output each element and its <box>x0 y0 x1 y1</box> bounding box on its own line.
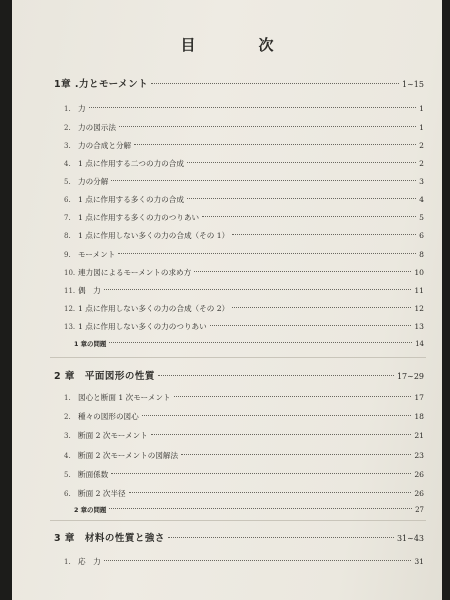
section-page: 17 <box>414 393 424 402</box>
section-page: 2 <box>419 141 424 150</box>
toc-entry[interactable] <box>64 212 424 223</box>
leader-dots <box>174 396 412 397</box>
section-title: 1 点に作用しない多くの力の合成（その 2） <box>78 304 230 313</box>
section-page: 5 <box>419 213 424 222</box>
leader-dots <box>104 560 412 561</box>
section-number: 13. <box>64 323 76 331</box>
leader-dots <box>158 375 394 376</box>
section-number: 2. <box>64 413 71 421</box>
toc-entry[interactable] <box>64 267 424 278</box>
chapter-3-heading[interactable] <box>54 530 424 544</box>
leader-dots <box>194 271 411 272</box>
section-number: 1. <box>64 105 71 113</box>
page-title: 目 次 <box>180 36 298 54</box>
section-title: 種々の図形の図心 <box>78 412 139 421</box>
section-number: 3. <box>64 142 71 150</box>
section-page: 31 <box>414 557 424 566</box>
section-title: 1 点に作用しない多くの力のつりあい <box>78 322 207 331</box>
chapter-label: 3 章 材料の性質と強さ <box>54 533 165 544</box>
leader-dots <box>168 537 394 538</box>
leader-dots <box>129 492 412 493</box>
section-title: 1 点に作用する二つの力の合成 <box>78 159 184 168</box>
section-number: 4. <box>64 452 71 460</box>
section-page: 2 <box>419 159 424 168</box>
section-title: 応 力 <box>78 557 101 566</box>
section-title: 1 点に作用する多くの力のつりあい <box>78 213 200 222</box>
section-title: 力の図示法 <box>78 123 116 132</box>
section-page: 1 <box>419 123 424 132</box>
section-title: 図心と断面 1 次モーメント <box>78 393 171 402</box>
chapter-problems[interactable] <box>74 339 424 348</box>
chapter-1-heading[interactable] <box>54 76 424 90</box>
section-number: 11. <box>64 287 76 295</box>
section-title: 力の合成と分解 <box>78 141 132 150</box>
leader-dots <box>111 473 411 474</box>
chapter-problems[interactable] <box>74 505 424 514</box>
section-page: 10 <box>414 268 424 277</box>
section-number: 2. <box>64 124 71 132</box>
toc-entry[interactable] <box>64 176 424 187</box>
problems-page: 14 <box>415 340 424 348</box>
toc-entry[interactable] <box>64 392 424 403</box>
section-number: 10. <box>64 269 76 277</box>
section-page: 13 <box>414 322 424 331</box>
section-title: 力 <box>78 104 86 113</box>
toc-entry[interactable] <box>64 450 424 461</box>
section-title: 断面 2 次モーメント <box>78 431 148 440</box>
problems-label: 2 章の問題 <box>74 506 107 514</box>
toc-entry[interactable] <box>64 103 424 114</box>
problems-label: 1 章の問題 <box>74 340 107 348</box>
section-divider <box>50 357 426 358</box>
section-title: 1 点に作用しない多くの力の合成（その 1） <box>78 231 230 240</box>
leader-dots <box>109 508 412 509</box>
section-number: 5. <box>64 471 71 479</box>
section-number: 7. <box>64 214 71 222</box>
toc-entry[interactable] <box>64 321 424 332</box>
section-page: 8 <box>419 250 424 259</box>
section-number: 6. <box>64 196 71 204</box>
chapter-2-heading[interactable] <box>54 368 424 382</box>
toc-entry[interactable] <box>64 488 424 499</box>
section-number: 4. <box>64 160 71 168</box>
section-page: 12 <box>414 304 424 313</box>
leader-dots <box>151 434 412 435</box>
leader-dots <box>187 198 416 199</box>
leader-dots <box>202 216 416 217</box>
leader-dots <box>134 144 416 145</box>
chapter-label: 2 章 平面図形の性質 <box>54 371 155 382</box>
leader-dots <box>119 126 416 127</box>
section-page: 21 <box>414 431 424 440</box>
leader-dots <box>104 289 412 290</box>
section-page: 11 <box>414 286 424 295</box>
section-page: 6 <box>419 231 424 240</box>
leader-dots <box>187 162 416 163</box>
leader-dots <box>181 454 411 455</box>
toc-entry[interactable] <box>64 122 424 133</box>
section-title: 断面 2 次半径 <box>78 489 126 498</box>
chapter-label: 1章 .力とモーメント <box>54 79 149 90</box>
toc-entry[interactable] <box>64 469 424 480</box>
section-title: 断面係数 <box>78 470 109 479</box>
section-number: 8. <box>64 232 71 240</box>
section-number: 9. <box>64 251 71 259</box>
toc-entry[interactable] <box>64 303 424 314</box>
problems-page: 27 <box>415 506 424 514</box>
toc-entry[interactable] <box>64 249 424 260</box>
leader-dots <box>118 253 416 254</box>
section-page: 3 <box>419 177 424 186</box>
chapter-pages: 31∼43 <box>396 534 424 543</box>
section-title: 偶 力 <box>78 286 101 295</box>
section-title: 連力図によるモーメントの求め方 <box>78 268 192 277</box>
leader-dots <box>111 180 416 181</box>
section-page: 4 <box>419 195 424 204</box>
section-page: 26 <box>414 489 424 498</box>
toc-entry[interactable] <box>64 194 424 205</box>
section-page: 23 <box>414 451 424 460</box>
toc-entry[interactable] <box>64 430 424 441</box>
toc-entry[interactable] <box>64 140 424 151</box>
leader-dots <box>151 83 399 84</box>
section-number: 6. <box>64 490 71 498</box>
leader-dots <box>232 307 411 308</box>
toc-entry[interactable] <box>64 556 424 567</box>
leader-dots <box>232 234 416 235</box>
section-number: 5. <box>64 178 71 186</box>
toc-entry[interactable] <box>64 158 424 169</box>
section-page: 18 <box>414 412 424 421</box>
chapter-pages: 17∼29 <box>396 372 424 381</box>
toc-entry[interactable] <box>64 230 424 241</box>
section-title: モーメント <box>78 250 116 259</box>
section-title: 1 点に作用する多くの力の合成 <box>78 195 184 204</box>
toc-entry[interactable] <box>64 411 424 422</box>
toc-entry[interactable] <box>64 285 424 296</box>
section-number: 1. <box>64 558 71 566</box>
section-title: 断面 2 次モーメントの図解法 <box>78 451 179 460</box>
leader-dots <box>142 415 412 416</box>
section-number: 1. <box>64 394 71 402</box>
leader-dots <box>89 107 417 108</box>
section-page: 1 <box>419 104 424 113</box>
section-number: 12. <box>64 305 76 313</box>
section-divider <box>50 520 426 521</box>
chapter-pages: 1∼15 <box>402 80 424 89</box>
section-number: 3. <box>64 432 71 440</box>
leader-dots <box>210 325 412 326</box>
section-title: 力の分解 <box>78 177 109 186</box>
book-page <box>12 0 442 600</box>
section-page: 26 <box>414 470 424 479</box>
leader-dots <box>109 342 412 343</box>
